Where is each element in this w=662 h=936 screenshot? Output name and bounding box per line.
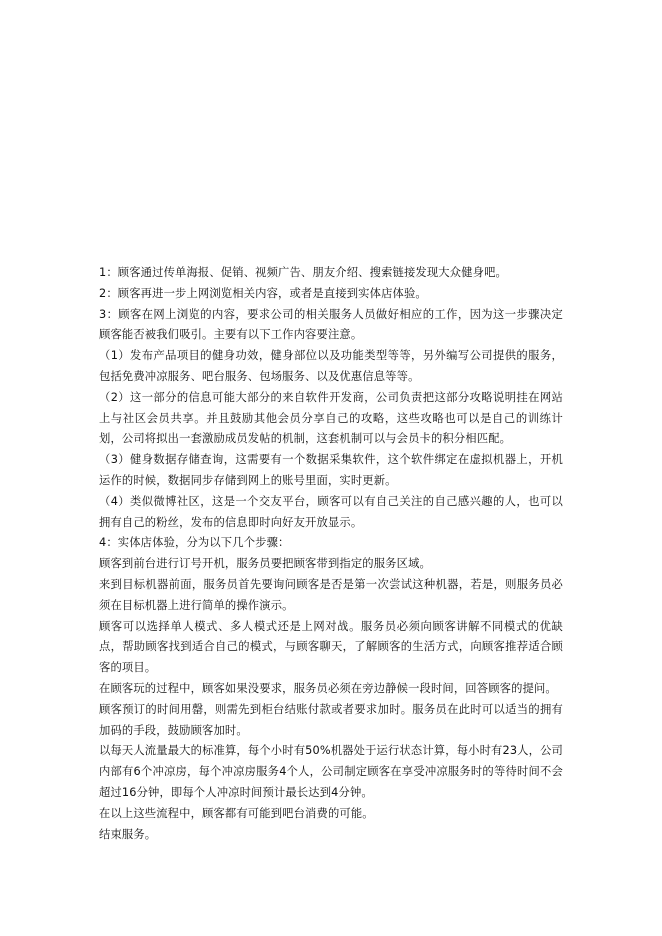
paragraph-bar-consumption: 在以上这些流程中，顾客都有可能到吧台消费的可能。 [99,806,374,820]
paragraph-front-desk: 顾客到前台进行订号开机，服务员要把顾客带到指定的服务区域。 [99,557,431,571]
paragraph-item-1: （1）发布产品项目的健身功效，健身部位以及功能类型等等，另外编写公司提供的服务，包括免费冲凉服务、吧台服务、包场服务、以及优惠信息等等。 [99,349,563,383]
paragraph-step-4: 4：实体店体验，分为以下几个步骤： [99,536,290,550]
paragraph-step-2: 2：顾客再进一步上网浏览相关内容，或者是直接到实体店体验。 [99,286,427,300]
paragraph-during-play: 在顾客玩的过程中，顾客如果没要求，服务员必须在旁边静候一段时间，回答顾客的提问。 [99,681,557,695]
paragraph-machine-demo: 来到目标机器前面，服务员首先要询问顾客是否是第一次尝试这种机器，若是，则服务员必须在目标机器上进行简单的操作演示。 [99,577,563,612]
paragraph-item-2: （2）这一部分的信息可能大部分的来自软件开发商，公司负责把这部分攻略说明挂在网站上与社区会员共享。并且鼓励其他会员分享自己的攻略，这些攻略也可以是自己的训练计划，公司将拟出一套激励成员发帖的机制，这套机制可以与会员卡的积分相匹配。 [99,390,563,446]
paragraph-time-up: 顾客预订的时间用罄，则需先到柜台结账付款或者要求加时。服务员在此时可以适当的拥有加码的手段，鼓励顾客加时。 [99,702,563,737]
paragraph-item-3: （3）健身数据存储查询，这需要有一个数据采集软件，这个软件绑定在虚拟机器上，开机运作的时候，数据同步存储到网上的账号里面，实时更新。 [99,453,563,487]
document-body [99,263,563,845]
paragraph-step-1: 1：顾客通过传单海报、促销、视频广告、朋友介绍、搜索链接发现大众健身吧。 [99,266,507,279]
paragraph-end-service: 结束服务。 [99,827,157,841]
paragraph-shower-calc: 以每天人流量最大的标准算，每个小时有50%机器处于运行状态计算，每小时有23人，公司内部有6个冲凉房，每个冲凉房服务4个人，公司制定顾客在享受冲凉服务时的等待时间不会超过16分钟，即每个人冲凉时间预计最长达到4分钟。 [99,744,563,799]
paragraph-item-4: （4）类似微博社区，这是一个交友平台，顾客可以有自己关注的自己感兴趣的人，也可以拥有自己的粉丝，发布的信息即时向好友开放显示。 [99,494,563,529]
paragraph-step-3: 3：顾客在网上浏览的内容，要求公司的相关服务人员做好相应的工作，因为这一步骤决定顾客能否被我们吸引。主要有以下工作内容要注意。 [99,307,563,342]
paragraph-mode-select: 顾客可以选择单人模式、多人模式还是上网对战。服务员必须向顾客讲解不同模式的优缺点，帮助顾客找到适合自己的模式，与顾客聊天，了解顾客的生活方式，向顾客推荐适合顾客的项目。 [99,619,563,675]
